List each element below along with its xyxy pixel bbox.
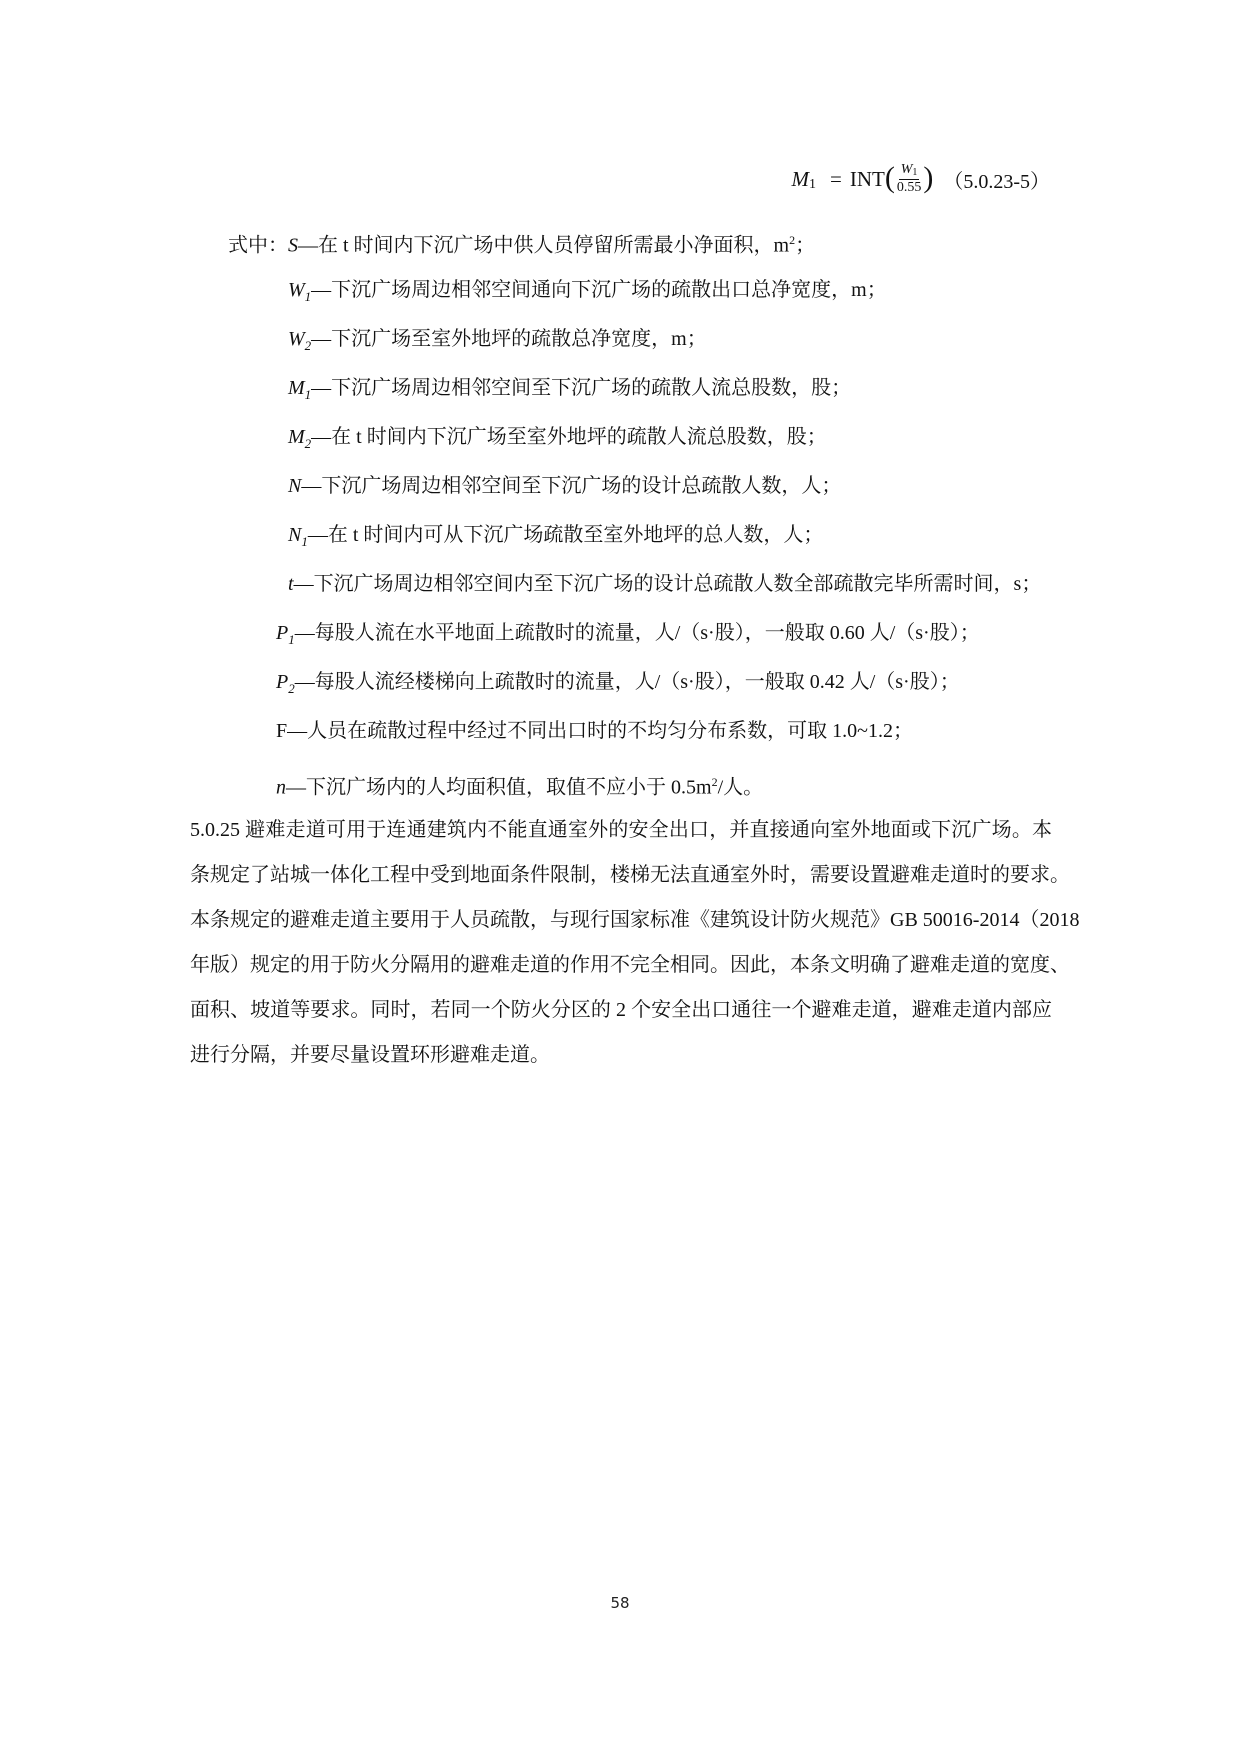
definition-symbol: M — [288, 426, 305, 448]
formula-m1 — [791, 162, 1050, 196]
definition-symbol: n — [276, 776, 286, 799]
definition-text: —在 t 时间内下沉广场中供人员停留所需最小净面积，m — [298, 234, 790, 257]
definition-line-s — [228, 228, 815, 258]
definition-line-w1 — [288, 278, 887, 309]
definition-text: —下沉广场内的人均面积值，取值不应小于 0.5m — [286, 776, 712, 799]
formula-fraction — [897, 162, 922, 196]
definition-text: —下沉广场周边相邻空间通向下沉广场的疏散出口总净宽度，m； — [311, 279, 887, 301]
formula-frac-numerator — [899, 162, 920, 180]
definition-line-n-lower — [276, 770, 763, 800]
definition-line-t — [288, 572, 1041, 596]
definition-line-n1 — [288, 523, 823, 554]
paragraph-line: 进行分隔，并要尽量设置环形避难走道。 — [190, 1044, 550, 1066]
paragraph-line: 本条规定的避难走道主要用于人员疏散，与现行国家标准《建筑设计防火规范》GB 50016-2014（2018 — [190, 909, 1080, 931]
formula-lhs-sub: 1 — [808, 177, 816, 192]
definition-symbol: N — [288, 524, 302, 546]
clause-5-0-25-paragraph — [190, 808, 1080, 1078]
page-number: 58 — [610, 1594, 630, 1612]
definition-text: —在 t 时间内可从下沉广场疏散至室外地坪的总人数，人； — [307, 524, 824, 546]
definition-sub: 2 — [304, 338, 312, 353]
definition-line-m1 — [288, 376, 851, 407]
definition-symbol: M — [288, 377, 305, 399]
definition-text: —在 t 时间内下沉广场至室外地坪的疏散人流总股数，股； — [311, 426, 827, 448]
definition-tail: ； — [795, 234, 816, 257]
paragraph-line: 5.0.25 避难走道可用于连通建筑内不能直通室外的安全出口，并直接通向室外地面或下沉广场。本 — [190, 819, 1052, 841]
formula-lhs-symbol: M — [791, 166, 809, 191]
definition-symbol: W — [288, 328, 305, 350]
formula-num-symbol: W — [900, 162, 913, 177]
definition-symbol: P — [276, 622, 289, 644]
definition-sub: 1 — [304, 289, 312, 304]
definition-tail: /人。 — [717, 776, 764, 799]
definition-sub: 1 — [304, 387, 312, 402]
definition-line-f — [276, 719, 913, 743]
formula-function: INT — [849, 166, 885, 191]
definitions-intro: 式中： — [228, 234, 288, 257]
definition-symbol: W — [288, 279, 305, 301]
definition-symbol: N — [288, 475, 302, 497]
definition-text: —下沉广场周边相邻空间至下沉广场的疏散人流总股数，股； — [311, 377, 852, 399]
definition-sup: 2 — [711, 775, 718, 789]
paragraph-line: 面积、坡道等要求。同时，若同一个防火分区的 2 个安全出口通往一个避难走道，避难走道内部应 — [190, 999, 1052, 1021]
definition-symbol: F — [276, 720, 288, 742]
definition-symbol: t — [288, 573, 294, 595]
definition-text: —每股人流在水平地面上疏散时的流量，人/（s·股），一般取 0.60 人/（s·股）； — [294, 622, 980, 644]
definition-symbol: S — [288, 234, 298, 257]
paragraph-line: 条规定了站城一体化工程中受到地面条件限制，楼梯无法直通室外时，需要设置避难走道时的要求。 — [190, 864, 1070, 886]
definition-sub: 2 — [304, 436, 312, 451]
definition-line-m2 — [288, 425, 827, 456]
definition-sub: 2 — [288, 681, 295, 696]
definition-line-w2 — [288, 327, 707, 358]
definition-text: —下沉广场至室外地坪的疏散总净宽度，m； — [311, 328, 707, 350]
formula-num-sub: 1 — [912, 167, 918, 178]
formula-open-paren: ( — [884, 161, 895, 194]
formula-equation-number: （5.0.23-5） — [943, 170, 1050, 193]
definition-symbol: P — [276, 671, 289, 693]
definition-sub: 1 — [301, 534, 308, 549]
definition-text: —下沉广场周边相邻空间至下沉广场的设计总疏散人数，人； — [301, 475, 842, 497]
definition-sub: 1 — [288, 632, 295, 647]
definition-sup: 2 — [789, 233, 796, 247]
formula-equals: = — [829, 166, 842, 191]
definition-line-p1 — [276, 621, 980, 652]
paragraph-line: 年版）规定的用于防火分隔用的避难走道的作用不完全相同。因此，本条文明确了避难走道的宽度、 — [190, 954, 1070, 976]
formula-close-paren: ) — [923, 161, 934, 194]
definition-text: —人员在疏散过程中经过不同出口时的不均匀分布系数，可取 1.0~1.2； — [287, 720, 913, 742]
definition-line-p2 — [276, 670, 960, 701]
definition-text: —每股人流经楼梯向上疏散时的流量，人/（s·股），一般取 0.42 人/（s·股）； — [294, 671, 960, 693]
formula-frac-denominator: 0.55 — [896, 180, 922, 195]
definition-text: —下沉广场周边相邻空间内至下沉广场的设计总疏散人数全部疏散完毕所需时间，s； — [293, 573, 1042, 595]
definition-line-n — [288, 474, 841, 498]
